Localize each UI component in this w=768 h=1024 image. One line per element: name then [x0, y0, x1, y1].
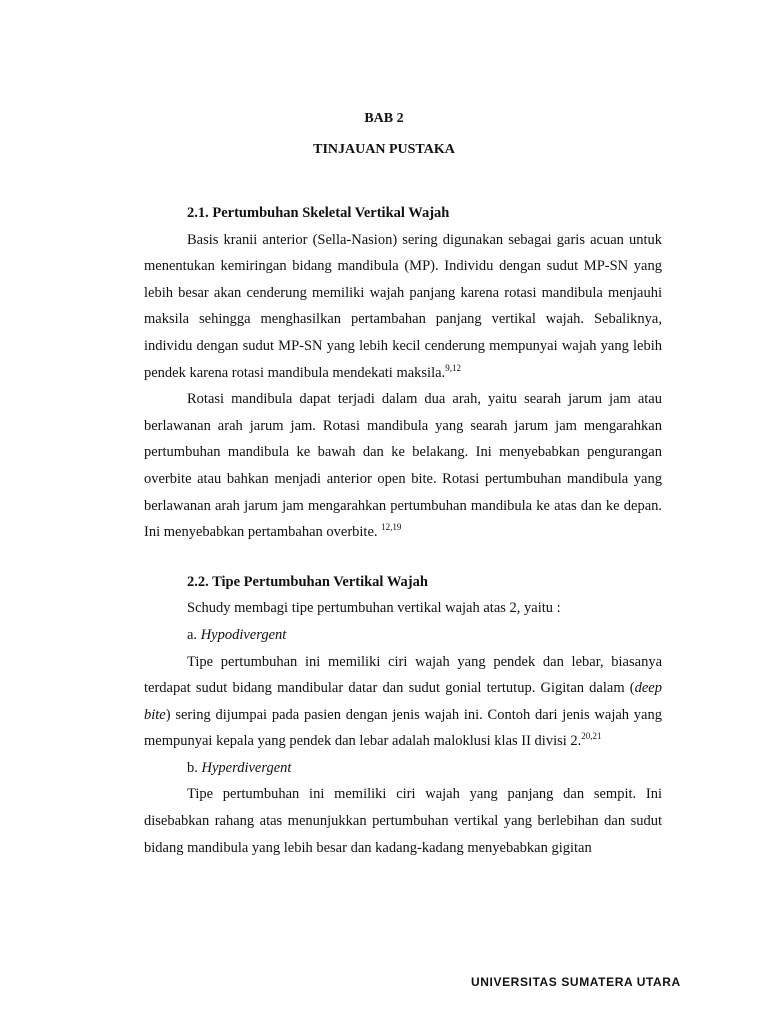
- paragraph-intro: Schudy membagi tipe pertumbuhan vertikal wajah atas 2, yaitu :: [187, 600, 561, 617]
- paragraph-skeletal-growth: [144, 227, 662, 387]
- paragraph-text: Rotasi mandibula dapat terjadi dalam dua arah, yaitu searah jarum jam atau berlawanan arah jarum jam. Rotasi mandibula yang searah jarum jam mengarahkan pertumbuhan mandibula ke bawah dan ke belakang. Ini menyebabkan pengurangan overbite atau bahkan menjadi anterior open bite. Rotasi pertumbuhan mandibula yang berlawanan arah jarum jam mengarahkan pertumbuhan mandibula ke atas dan ke depan. Ini menyebabkan pertambahan overbite.: [144, 391, 662, 541]
- paragraph-mandible-rotation: [144, 386, 662, 546]
- citation-ref: 12,19: [381, 522, 402, 533]
- paragraph-text: Basis kranii anterior (Sella-Nasion) sering digunakan sebagai garis acuan untuk menentukan kemiringan bidang mandibula (MP). Individu dengan sudut MP-SN yang lebih besar akan cenderung memiliki wajah panjang karena rotasi mandibula menjauhi maksila sehingga menghasilkan pertambahan panjang vertikal wajah. Sebaliknya, individu dengan sudut MP-SN yang lebih kecil cenderung mempunyai wajah yang lebih pendek karena rotasi mandibula mendekati maksila.: [144, 231, 662, 381]
- section-spacer: [144, 546, 662, 569]
- paragraph-text: Tipe pertumbuhan ini memiliki ciri wajah yang pendek dan lebar, biasanya terdapat sudut bidang mandibular datar dan sudut gonial tertutup. Gigitan dalam (: [144, 653, 662, 697]
- subheading-hyperdivergent: [144, 755, 662, 782]
- term-deep-bite: deep bite: [144, 680, 662, 723]
- footer-institution: UNIVERSITAS SUMATERA UTARA: [471, 975, 681, 989]
- paragraph-hypodivergent: [144, 649, 662, 755]
- document-body: [144, 200, 662, 861]
- list-marker: a.: [187, 626, 198, 643]
- section-heading-2-1: 2.1. Pertumbuhan Skeletal Vertikal Wajah: [187, 205, 450, 221]
- paragraph-text: ) sering dijumpai pada pasien dengan jenis wajah ini. Contoh dari jenis wajah yang mempunyai kepala yang pendek dan lebar adalah maloklusi klas II divisi 2.: [144, 706, 662, 750]
- section-heading-2-2: 2.2. Tipe Pertumbuhan Vertikal Wajah: [187, 573, 428, 590]
- chapter-title: TINJAUAN PUSTAKA: [313, 142, 455, 157]
- term-hypodivergent: Hypodivergent: [200, 626, 287, 643]
- citation-ref: 20,21: [581, 731, 602, 742]
- citation-ref: 9,12: [445, 362, 461, 373]
- term-hyperdivergent: Hyperdivergent: [201, 759, 292, 776]
- chapter-number: BAB 2: [364, 111, 404, 126]
- list-marker: b.: [187, 759, 198, 776]
- paragraph-hyperdivergent: Tipe pertumbuhan ini memiliki ciri wajah yang panjang dan sempit. Ini disebabkan rahang atas menunjukkan pertumbuhan vertikal yang berlebihan dan sudut bidang mandibula yang lebih besar dan kadang-kadang menyebabkan gigitan: [144, 786, 662, 856]
- subheading-hypodivergent: [144, 622, 662, 649]
